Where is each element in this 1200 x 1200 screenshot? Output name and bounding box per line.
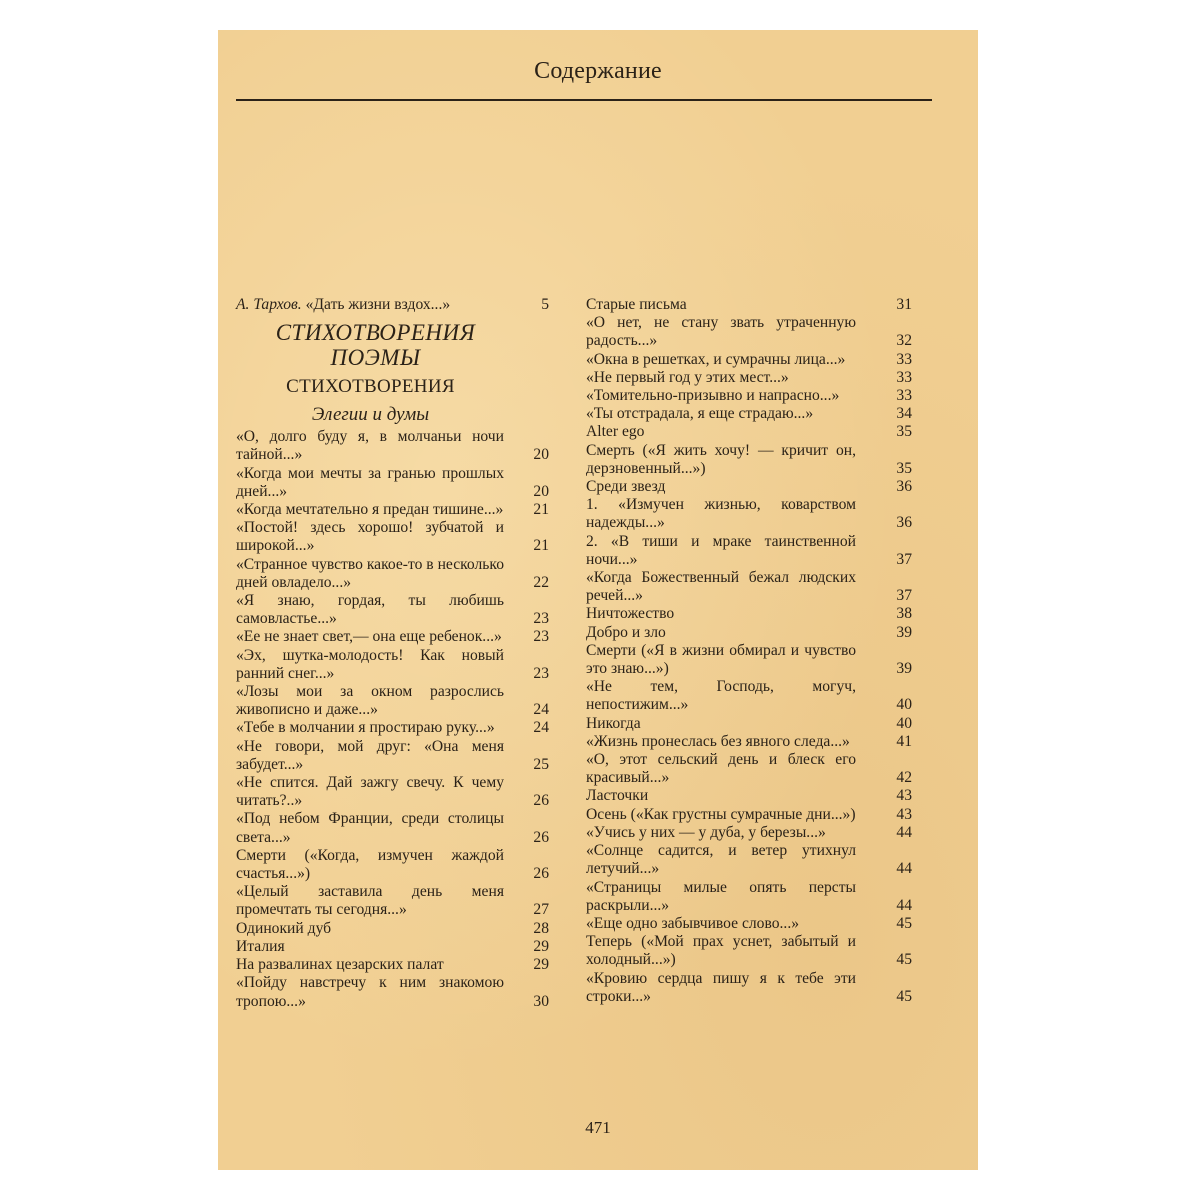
toc-entry-title: Ничтожество (586, 605, 675, 623)
toc-entry (236, 774, 549, 810)
toc-entry (236, 519, 549, 555)
page-number: 471 (585, 1118, 611, 1137)
toc-entry-page: 38 (896, 605, 912, 623)
toc-entry-page: 34 (896, 405, 912, 423)
toc-entry-page: 45 (896, 987, 912, 1005)
toc-entry (236, 938, 549, 956)
toc-entry-title: Осень («Как грустны сумрачные дни...») (586, 805, 856, 823)
toc-entry (236, 647, 549, 683)
toc-entry-page: 23 (533, 664, 549, 682)
toc-entry-title: «Ты отстрадала, я еще страдаю...» (586, 405, 814, 423)
toc-entry-title: Италия (236, 937, 285, 955)
toc-entry-page: 29 (533, 956, 549, 974)
toc-entry-title: 2. «В тиши и мраке таинственной ночи...» (586, 532, 856, 568)
toc-entry-page: 23 (533, 628, 549, 646)
toc-entry-page: 28 (533, 919, 549, 937)
toc-entry-title: «О, этот сельский день и блеск его красивый...» (586, 751, 856, 787)
toc-entry (236, 465, 549, 501)
toc-entry-title: «Лозы мои за окном разрослись живописно и даже...» (236, 683, 504, 719)
toc-entry (586, 605, 912, 623)
toc-entry (586, 314, 912, 350)
main-section-heading: СТИХОТВОРЕНИЯ ПОЭМЫ (275, 320, 476, 371)
toc-entry-page: 35 (896, 459, 912, 477)
toc-entry-title: «Под небом Франции, среди столицы света...» (236, 810, 504, 846)
toc-entry-page: 25 (533, 755, 549, 773)
toc-entry-page: 24 (533, 701, 549, 719)
toc-entry-page: 45 (896, 914, 912, 932)
toc-entry-page: 37 (896, 587, 912, 605)
toc-entry-title: «Я знаю, гордая, ты любишь самовластье...» (236, 592, 504, 628)
toc-entry (586, 824, 912, 842)
toc-entry-title: Ласточки (586, 787, 649, 805)
toc-entry (586, 787, 912, 805)
toc-entry-page: 22 (533, 573, 549, 591)
toc-entry-page: 21 (533, 537, 549, 555)
sub-section-heading: СТИХОТВОРЕНИЯ (286, 376, 455, 398)
toc-entry (236, 628, 549, 646)
toc-entry-page: 33 (896, 387, 912, 405)
toc-entry-page: 41 (896, 732, 912, 750)
toc-entry (586, 423, 912, 441)
toc-entry-title: Смерти («Когда, измучен жаждой счастья...») (236, 846, 504, 883)
book-page (218, 30, 978, 1170)
toc-entry-title: Никогда (586, 714, 641, 732)
toc-entry-page: 40 (896, 696, 912, 714)
toc-entry (586, 533, 912, 569)
toc-entry (236, 920, 549, 938)
toc-entry-title: Смерти («Я в жизни обмирал и чувство это знаю...») (586, 641, 856, 678)
right-column (586, 296, 912, 1006)
toc-entry (586, 915, 912, 933)
toc-entry-title: Старые письма (586, 296, 687, 313)
toc-entry (586, 715, 912, 733)
page-title: Содержание (534, 58, 662, 84)
toc-entry (586, 496, 912, 532)
toc-entry-page: 39 (896, 660, 912, 678)
toc-entry (586, 879, 912, 915)
toc-entry-title: Добро и зло (586, 623, 666, 641)
toc-entry (236, 556, 549, 592)
cycle-heading: Элегии и думы (311, 404, 430, 426)
intro-entry (236, 296, 549, 314)
toc-entry-title: Смерть («Я жить хочу! — кричит он, дерзновенный...») (586, 441, 856, 477)
toc-entry (586, 751, 912, 787)
toc-entry-title: Среди звезд (586, 478, 666, 496)
toc-entry-title: «Страницы милые опять персты раскрыли...» (586, 878, 856, 914)
toc-entry-page: 45 (896, 951, 912, 969)
toc-entry-title: «Постой! здесь хорошо! зубчатой и широкой...» (236, 519, 504, 555)
toc-entry-title: «Не тем, Господь, могуч, непостижим...» (586, 678, 856, 714)
toc-entry-title: На развалинах цезарских палат (236, 956, 444, 974)
toc-entry (236, 683, 549, 719)
toc-entry-title: Одинокий дуб (236, 919, 332, 937)
toc-entry-page: 36 (896, 478, 912, 496)
toc-entry-page: 20 (533, 446, 549, 464)
toc-entry-title: «Когда мои мечты за гранью прошлых дней...» (236, 464, 504, 500)
toc-entry (586, 478, 912, 496)
toc-entry-page: 30 (533, 992, 549, 1010)
toc-entry-page: 39 (896, 623, 912, 641)
toc-entry (586, 405, 912, 423)
toc-entry (586, 678, 912, 714)
toc-entry-page: 26 (533, 792, 549, 810)
toc-entry (236, 738, 549, 774)
toc-entry-title: «Пойду навстречу к ним знакомою тропою...» (236, 974, 504, 1010)
toc-entry (236, 501, 549, 519)
toc-entry (236, 592, 549, 628)
toc-entry-page: 21 (533, 501, 549, 519)
toc-entry-title: «Учись у них — у дуба, у березы...» (586, 823, 826, 841)
toc-entry-page: 44 (896, 860, 912, 878)
toc-entry-page: 43 (896, 787, 912, 805)
toc-entry-page: 27 (533, 901, 549, 919)
left-column (236, 296, 549, 1011)
toc-entry (586, 296, 912, 314)
toc-entry-title: «Томительно-призывно и напрасно...» (586, 387, 840, 405)
toc-entry-page: 37 (896, 550, 912, 568)
toc-entry (586, 642, 912, 678)
toc-entry-title: «О нет, не стану звать утраченную радость...» (586, 314, 856, 350)
toc-entry-title: «Когда Божественный бежал людских речей...» (586, 569, 856, 605)
toc-entry-page: 23 (533, 610, 549, 628)
toc-entry (236, 810, 549, 846)
header-rule (236, 99, 932, 101)
toc-entry-page: 44 (896, 896, 912, 914)
toc-entry-page: 33 (896, 350, 912, 368)
left-entry-list (236, 428, 549, 1011)
toc-entry-page: 20 (533, 482, 549, 500)
toc-entry-page: 31 (896, 296, 912, 313)
toc-entry-page: 40 (896, 714, 912, 732)
toc-entry-title: «Не первый год у этих мест...» (586, 368, 789, 386)
toc-entry-title: «Не спится. Дай зажгу свечу. К чему читать?..» (236, 774, 504, 810)
toc-entry-title: «Когда мечтательно я предан тишине...» (236, 501, 504, 519)
toc-entry-title: «Странное чувство какое-то в несколько дней овладело...» (236, 555, 504, 591)
toc-entry-title: «Кровию сердца пишу я к тебе эти строки...» (586, 969, 856, 1005)
right-entry-list (586, 296, 912, 1006)
toc-entry (586, 970, 912, 1006)
toc-entry-page: 29 (533, 937, 549, 955)
toc-entry (586, 369, 912, 387)
toc-entry (586, 933, 912, 969)
toc-entry-title: «Еще одно забывчивое слово...» (586, 914, 800, 932)
toc-entry-page: 24 (533, 719, 549, 737)
intro-page: 5 (541, 296, 549, 313)
toc-entry-title: «Целый заставила день меня промечтать ты сегодня...» (236, 883, 504, 919)
toc-entry (586, 806, 912, 824)
toc-entry (586, 569, 912, 605)
toc-entry (586, 387, 912, 405)
toc-entry (586, 733, 912, 751)
toc-entry-title: Теперь («Мой прах уснет, забытый и холодный...») (586, 933, 856, 969)
toc-entry-title: «Эх, шутка-молодость! Как новый ранний снег...» (236, 646, 504, 682)
toc-entry-page: 35 (896, 423, 912, 441)
toc-entry-page: 36 (896, 514, 912, 532)
intro-author: А. Тархов. (236, 296, 302, 313)
toc-entry (236, 428, 549, 464)
toc-entry-title: «Ее не знает свет,— она еще ребенок...» (236, 628, 502, 646)
toc-entry-page: 26 (533, 865, 549, 883)
toc-entry (236, 719, 549, 737)
toc-entry (586, 624, 912, 642)
toc-entry-title: «Тебе в молчании я простираю руку...» (236, 719, 495, 737)
toc-entry-page: 26 (533, 828, 549, 846)
toc-entry-title: «Не говори, мой друг: «Она меня забудет...» (236, 737, 504, 773)
toc-entry-page: 32 (896, 332, 912, 350)
toc-entry-title: «Окна в решетках, и сумрачны лица...» (586, 350, 846, 368)
toc-entry-page: 33 (896, 368, 912, 386)
toc-entry-page: 44 (896, 823, 912, 841)
toc-entry-title: «Солнце садится, и ветер утихнул летучий...» (586, 842, 856, 878)
toc-entry-page: 42 (896, 769, 912, 787)
toc-entry-title: «О, долго буду я, в молчаньи ночи тайной...» (236, 428, 504, 464)
toc-entry (586, 842, 912, 878)
toc-entry (586, 351, 912, 369)
toc-entry (586, 442, 912, 478)
toc-entry (236, 883, 549, 919)
toc-entry (236, 847, 549, 883)
toc-entry (236, 974, 549, 1010)
toc-entry-title: Alter ego (586, 423, 645, 441)
toc-entry-page: 43 (896, 805, 912, 823)
toc-entry (236, 956, 549, 974)
toc-entry-title: 1. «Измучен жизнью, коварством надежды...» (586, 496, 856, 532)
toc-entry-title: «Жизнь пронеслась без явного следа...» (586, 732, 850, 750)
intro-title: «Дать жизни вздох...» (305, 296, 451, 313)
